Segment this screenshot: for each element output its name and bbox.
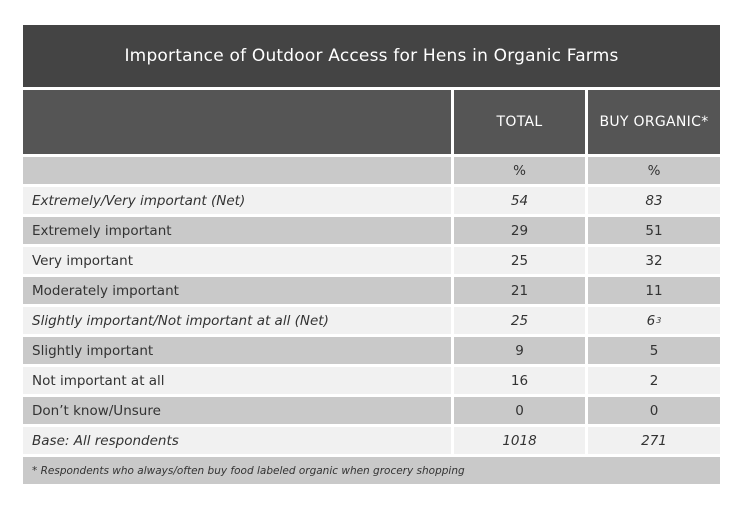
buy-organic-value: 11 — [645, 282, 663, 299]
footnote: * Respondents who always/often buy food labeled organic when grocery shopping — [23, 457, 720, 484]
table-row — [23, 367, 720, 394]
buy-organic-value: 2 — [649, 372, 659, 389]
buy-organic-cell — [588, 397, 720, 424]
units-buy-organic: % — [588, 157, 720, 184]
table-row — [23, 307, 720, 334]
total-value: 29 — [454, 217, 585, 244]
table-row — [23, 397, 720, 424]
header-label-cell — [23, 90, 451, 154]
buy-organic-cell — [588, 217, 720, 244]
buy-organic-value: 5 — [649, 342, 659, 359]
buy-organic-value: 0 — [649, 402, 659, 419]
buy-organic-value: 32 — [645, 252, 663, 269]
buy-organic-cell — [588, 367, 720, 394]
buy-organic-cell — [588, 277, 720, 304]
table-row — [23, 337, 720, 364]
header-row — [23, 90, 720, 154]
buy-organic-value: 6 — [646, 312, 656, 329]
buy-organic-value: 83 — [645, 192, 663, 209]
buy-organic-value: 51 — [645, 222, 663, 239]
total-value: 25 — [454, 247, 585, 274]
total-value: 1018 — [454, 427, 585, 454]
units-total: % — [454, 157, 585, 184]
units-row — [23, 157, 720, 184]
buy-organic-value: 271 — [641, 432, 667, 449]
buy-organic-cell — [588, 187, 720, 214]
row-label: Extremely important — [23, 217, 451, 244]
units-label-cell — [23, 157, 451, 184]
row-label: Extremely/Very important (Net) — [23, 187, 451, 214]
header-buy-organic: BUY ORGANIC* — [588, 90, 720, 154]
total-value: 9 — [454, 337, 585, 364]
total-value: 21 — [454, 277, 585, 304]
row-label: Very important — [23, 247, 451, 274]
row-label: Don’t know/Unsure — [23, 397, 451, 424]
buy-organic-cell — [588, 427, 720, 454]
row-label: Slightly important/Not important at all (Net) — [23, 307, 451, 334]
table-row — [23, 427, 720, 454]
table-row — [23, 187, 720, 214]
row-label: Moderately important — [23, 277, 451, 304]
table-body — [23, 187, 720, 454]
table-row — [23, 277, 720, 304]
row-label: Slightly important — [23, 337, 451, 364]
table-row — [23, 217, 720, 244]
total-value: 25 — [454, 307, 585, 334]
table-row — [23, 247, 720, 274]
header-total: TOTAL — [454, 90, 585, 154]
row-label: Base: All respondents — [23, 427, 451, 454]
row-label: Not important at all — [23, 367, 451, 394]
buy-organic-cell — [588, 337, 720, 364]
total-value: 16 — [454, 367, 585, 394]
buy-organic-cell — [588, 247, 720, 274]
table-title: Importance of Outdoor Access for Hens in Organic Farms — [23, 25, 720, 87]
total-value: 0 — [454, 397, 585, 424]
total-value: 54 — [454, 187, 585, 214]
table-container — [23, 25, 720, 484]
buy-organic-cell: 6 3 — [588, 307, 720, 334]
